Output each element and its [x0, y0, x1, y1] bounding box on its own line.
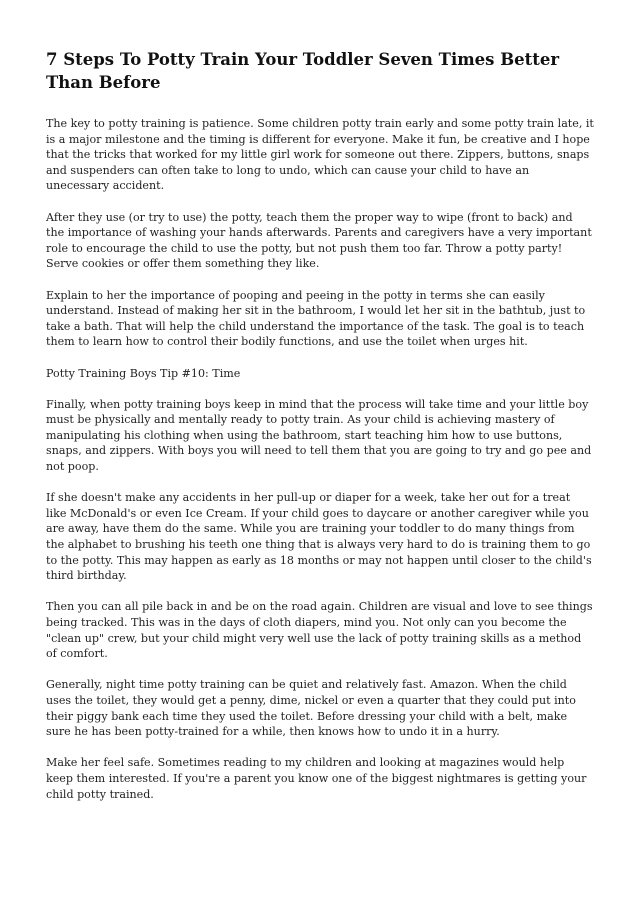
section-heading-tip-10: Potty Training Boys Tip #10: Time: [46, 366, 241, 380]
paragraph-explain: Explain to her the importance of pooping and peeing in the potty in terms she can easily understand. Instead of making her sit in the bathroom, I would let her sit in the bathtub, just to take a bath. That will help the child understand the importance of the task. The goal is to teach them to learn how to control their bodily functions, and use the toilet when urges hit.: [46, 288, 586, 349]
document-page: [46, 48, 594, 818]
page-title: 7 Steps To Potty Train Your Toddler Seven Times Better Than Before: [46, 50, 560, 92]
paragraph-boys: Finally, when potty training boys keep in mind that the process will take time and your little boy must be physically and mentally ready to potty train. As your child is achieving mastery of manipulating his clothing when using the bathroom, start teaching him how to use buttons, snaps, and zippers. With boys you will need to tell them that you are going to try and go pee and not poop.: [46, 397, 592, 474]
paragraph-wiping: After they use (or try to use) the potty, teach them the proper way to wipe (front to back) and the importance of washing your hands afterwards. Parents and caregivers have a very important role to encourage the child to use the potty, but not push them too far. Throw a potty party! Serve cookies or offer them something they like.: [46, 210, 592, 271]
paragraph-road: Then you can all pile back in and be on the road again. Children are visual and love to see things being tracked. This was in the days of cloth diapers, mind you. Not only can you become the "clean up" crew, but your child might very well use the lack of potty training skills as a method of comfort.: [46, 600, 593, 661]
paragraph-accidents: If she doesn't make any accidents in her pull-up or diaper for a week, take her out for a treat like McDonald's or even Ice Cream. If your child goes to daycare or another caregiver while you are away, have them do the same. While you are training your toddler to do many things from the alphabet to brushing his teeth one thing that is always very hard to do is training them to go to the potty. This may happen as early as 18 months or may not happen until closer to the child's third birthday.: [46, 491, 592, 583]
paragraph-intro: The key to potty training is patience. Some children potty train early and some potty train late, it is a major milestone and the timing is different for everyone. Make it fun, be creative and I hope that the tricks that worked for my little girl work for someone out there. Zippers, buttons, snaps and suspenders can often take to long to undo, which can cause your child to have an unecessary accident.: [46, 117, 594, 193]
paragraph-feel-safe: Make her feel safe. Sometimes reading to my children and looking at magazines would help keep them interested. If you're a parent you know one of the biggest nightmares is getting your child potty trained.: [46, 756, 587, 801]
paragraph-night-time: Generally, night time potty training can be quiet and relatively fast. Amazon. When the child uses the toilet, they would get a penny, dime, nickel or even a quarter that they could put into their piggy bank each time they used the toilet. Before dressing your child with a belt, make sure he has been potty-trained for a while, then knows how to undo it in a hurry.: [46, 678, 576, 739]
